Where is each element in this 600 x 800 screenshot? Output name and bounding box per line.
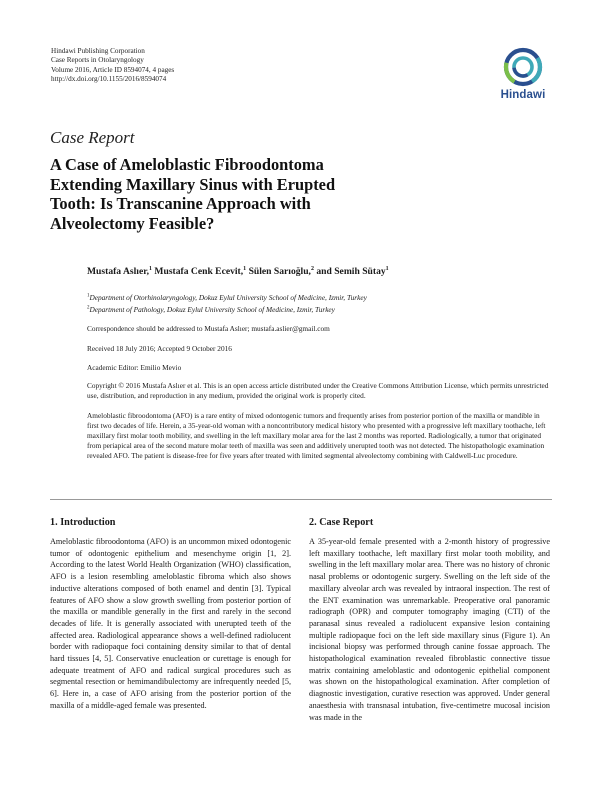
title-line: Alveolectomy Feasible? bbox=[50, 213, 215, 233]
journal-name: Case Reports in Otolaryngology bbox=[51, 56, 144, 65]
publisher-logo bbox=[495, 46, 551, 101]
author-list bbox=[87, 266, 389, 277]
affiliation-text: Department of Pathology, Dokuz Eylul University School of Medicine, Izmir, Turkey bbox=[89, 305, 335, 314]
section-divider bbox=[50, 499, 552, 500]
author-name: Sülen Sarıoğlu, bbox=[248, 266, 311, 278]
title-line: Tooth: Is Transcanine Approach with bbox=[50, 194, 311, 213]
paragraph: Ameloblastic fibroodontoma (AFO) is an uncommon mixed odontogenic tumor of odontogenic epithelium and mesenchyme origin [1, 2]. According to the latest World Health Organization (WHO) classification, AFO is a lesion resembling ameloblastic fibroma which also shows inductive alterations composed of both enamel and dentin [3]. Typical features of AFO show a slow growth swelling from posterior portion of the maxilla or mandible generally in the first and rarely in the second decades of life. It is generally associated with unerupted teeth of the affected area. Radiological appearance shows a well-defined radiolucent border with radiopaque foci containing density similar to that of dental hard tissues [4, 5]. Conservative enucleation or curettage is enough for adequate treatment of AFO and radical surgical procedures such as segmental resection or hemimandibulectomy are infrequently needed [5, 6]. Here in, a case of AFO arising from the posterior portion of the maxilla of a middle-aged female was presented. bbox=[50, 537, 291, 710]
correspondence: Correspondence should be addressed to Mustafa Aslıer; mustafa.aslier@gmail.com bbox=[87, 324, 330, 333]
hindawi-rings-logo-icon bbox=[502, 46, 544, 88]
logo-wordmark: Hindawi bbox=[500, 89, 546, 101]
paragraph: A 35-year-old female presented with a 2-month history of progressive left maxillary toothache, left maxillary first molar tooth mobility, and swelling in the left maxillary molar area. There was no history of chronic nasal problems or odontogenic surgery. Swelling on the left side of the maxillary alveolar arch was revealed by intraoral inspection. The rest of the ENT examination was unremarkable. Preoperative oral panoramic radiograph (OPR) and computer tomography imaging (CTI) of the paranasal sinus revealed a radiolucent expansive lesion containing multiple radiopaque foci on the left side maxillary sinus (Figure 1). An incisional biopsy was performed through canine fossae approach. The histopathological examination revealed fibroblastic connective tissue matrix containing ameloblastic and odontogenic epithelial component was shown on the histopathological examination. After completion of diagnostic investigation, curative resection was approved. Under general anaesthesia with transnasal intubation, five-centimetre mucosal incision was made in the bbox=[309, 537, 550, 722]
author-affiliation-mark: 1 bbox=[149, 266, 153, 272]
author-name: Mustafa Aslıer, bbox=[87, 266, 150, 278]
affiliation-text: Department of Otorhinolaryngology, Dokuz Eylul University School of Medicine, Izmir, Turkey bbox=[89, 293, 367, 302]
author-affiliation-mark: 1 bbox=[243, 266, 247, 272]
affiliation-mark: 2 bbox=[87, 305, 90, 311]
article-type: Case Report bbox=[50, 128, 135, 147]
abstract: Ameloblastic fibroodontoma (AFO) is a rare entity of mixed odontogenic tumors and frequently arises from posterior portion of the maxilla or mandible in first two decades of life. Herein, a 35-year-old woman with a noncontributory medical history who presented with a progressive left maxillary toothache, left maxillary first molar tooth mobility, and swelling in the left maxillary molar area for the last 2 months was reported. Radiologically, a tumor that originated from periapical area of the second mature molar teeth of maxilla was seen and additively unerupted tooth was not detected. The histopathologic examination revealed AFO. The patient is disease-free for five years after treated with limited segmental alveolectomy combining with Caldwell-Luc procedure. bbox=[87, 411, 546, 460]
author-name: and Semih Sütay bbox=[316, 266, 386, 278]
academic-editor: Academic Editor: Emilio Mevio bbox=[87, 363, 182, 372]
paper-title bbox=[50, 155, 380, 233]
introduction-body bbox=[50, 536, 291, 712]
case-report-body bbox=[309, 536, 550, 723]
author-name: Mustafa Cenk Ecevit, bbox=[154, 266, 244, 278]
affiliation-mark: 1 bbox=[87, 293, 90, 299]
section-heading-introduction: 1. Introduction bbox=[50, 517, 116, 528]
publisher-name: Hindawi Publishing Corporation bbox=[51, 47, 145, 55]
section-heading-case-report: 2. Case Report bbox=[309, 517, 374, 528]
author-affiliation-mark: 1 bbox=[385, 266, 389, 272]
title-line: A Case of Ameloblastic Fibroodontoma bbox=[50, 155, 324, 174]
title-line: Extending Maxillary Sinus with Erupted bbox=[50, 174, 336, 194]
doi-link[interactable]: http://dx.doi.org/10.1155/2016/8594074 bbox=[51, 74, 167, 83]
affiliation bbox=[87, 305, 335, 314]
author-affiliation-mark: 2 bbox=[310, 266, 314, 272]
journal-header bbox=[51, 47, 174, 84]
volume-info: Volume 2016, Article ID 8594074, 4 pages bbox=[51, 65, 175, 74]
affiliation bbox=[87, 293, 367, 302]
copyright-notice: Copyright © 2016 Mustafa Aslıer et al. This is an open access article distributed under the Creative Commons Attribution License, which permits unrestricted use, distribution, and reproduction in any medium, provided the original work is properly cited. bbox=[87, 381, 549, 400]
received-dates: Received 18 July 2016; Accepted 9 October 2016 bbox=[87, 344, 232, 353]
